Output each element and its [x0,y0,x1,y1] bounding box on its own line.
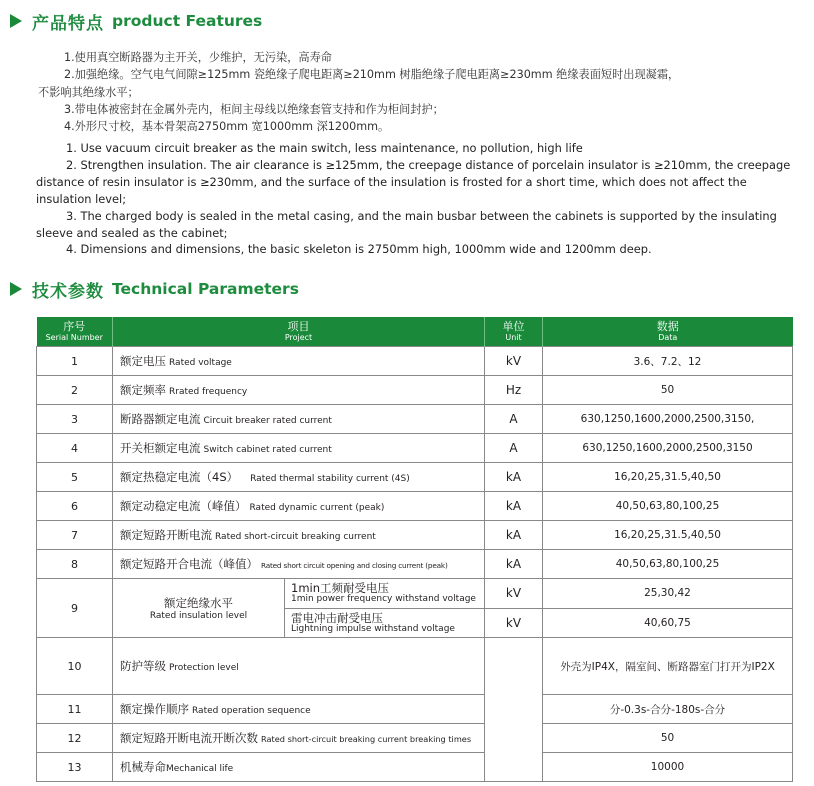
feature-zh-line: 2.加强绝缘。空气电气间隙≥125mm 瓷绝缘子爬电距离≥210mm 树脂绝缘子爬电距离≥230mm 绝缘表面短时出现凝霜， [64,68,680,82]
feature-zh-line: 3.带电体被密封在金属外壳内，柜间主母线以绝缘套管支持和作为柜间封护； [64,102,444,116]
row-project: 额定热稳定电流（4S） Rated thermal stability current (4S) [113,463,485,492]
table-row [37,638,793,695]
row-unit: kA [485,492,543,521]
table-row [37,405,793,434]
table-row [37,492,793,521]
row-unit: kA [485,463,543,492]
row-data: 40,50,63,80,100,25 [543,492,793,521]
table-row [37,695,793,724]
feature-en-item: 1. Use vacuum circuit breaker as the main switch, less maintenance, no pollution, high life [66,141,583,155]
row-data: 40,50,63,80,100,25 [543,550,793,579]
table-row [37,434,793,463]
row-project: 断路器额定电流 Circuit breaker rated current [113,405,485,434]
row-unit: A [485,405,543,434]
row-unit-empty [485,638,543,782]
row-unit: kA [485,550,543,579]
params-heading [10,276,299,302]
row-project: 防护等级 Protection level [113,638,485,695]
row-number: 5 [37,463,113,492]
row-project: 额定电压 Rated voltage [113,347,485,376]
row-unit: Hz [485,376,543,405]
row-number: 7 [37,521,113,550]
table-row [37,347,793,376]
row-project: 机械寿命Mechanical life [113,753,485,782]
row-project: 额定短路开断电流开断次数 Rated short-circuit breaking current breaking times [113,724,485,753]
header-serial: 序号 Serial Number [37,317,113,347]
row-number: 13 [37,753,113,782]
row-number: 12 [37,724,113,753]
features-en-list [36,140,796,258]
insulation-sub-zh: 1min工频耐受电压 [291,581,390,595]
row-data: 10000 [543,753,793,782]
table-header-row [37,317,793,347]
row-data: 50 [543,376,793,405]
table-row [37,550,793,579]
insulation-label-en: Rated insulation level [149,611,248,621]
row-project: 额定动稳定电流（峰值） Rated dynamic current (peak) [113,492,485,521]
header-data: 数据 Data [543,317,793,347]
table-row [37,724,793,753]
row-number: 10 [37,638,113,695]
row-unit: kV [485,608,543,638]
row-number: 2 [37,376,113,405]
row-number: 8 [37,550,113,579]
feature-zh-line: 不影响其绝缘水平； [38,85,139,99]
triangle-bullet-icon [10,282,22,296]
row-data: 25,30,42 [543,579,793,609]
features-title-en: product Features [112,12,263,30]
table-row [37,463,793,492]
row-project: 额定短路开合电流（峰值） Rated short circuit opening and closing current (peak) [113,550,485,579]
row-unit: kA [485,521,543,550]
row-number: 1 [37,347,113,376]
features-heading [10,8,262,34]
insulation-label-zh: 额定绝缘水平 [164,596,233,610]
insulation-sub-zh: 雷电冲击耐受电压 [291,610,383,625]
insulation-sub-en: Lightning impulse withstand voltage [291,623,455,634]
row-unit: kV [485,347,543,376]
row-project: 额定操作顺序 Rated operation sequence [113,695,485,724]
feature-zh-line: 1.使用真空断路器为主开关，少维护，无污染，高寿命 [64,51,332,64]
feature-en-item: 3. The charged body is sealed in the metal casing, and the main busbar between the cabinets is supported by the insulating sleeve and sealed as the cabinet; [36,208,777,240]
row-number: 6 [37,492,113,521]
table-row [37,376,793,405]
params-title-en: Technical Parameters [112,280,299,298]
insulation-sub-en: 1min power frequency withstand voltage [291,594,476,604]
row-data: 16,20,25,31.5,40,50 [543,463,793,492]
parameters-table [36,317,793,782]
row-data: 40,60,75 [543,608,793,638]
features-title-zh: 产品特点 [32,13,104,34]
triangle-bullet-icon [10,14,22,28]
row-project-insulation [113,579,485,638]
header-project: 项目 Project [113,317,485,347]
row-unit: A [485,434,543,463]
row-data: 3.6、7.2、12 [543,347,793,376]
feature-en-item: 4. Dimensions and dimensions, the basic skeleton is 2750mm high, 1000mm wide and 1200mm deep. [66,242,652,257]
header-unit: 单位 Unit [485,317,543,347]
row-data: 50 [543,724,793,753]
table-row [37,753,793,782]
row-data: 630,1250,1600,2000,2500,3150, [543,405,793,434]
row-number: 3 [37,405,113,434]
row-project: 额定频率 Rrated frequency [113,376,485,405]
row-number: 4 [37,434,113,463]
row-unit: kV [485,579,543,609]
params-title-zh: 技术参数 [32,281,104,302]
feature-en-item: 2. Strengthen insulation. The air clearance is ≥125mm, the creepage distance of porcelain insulator is ≥210mm, the creepage distance of resin insulator is ≥230mm, and the surface of the insulation is frosted for a short time, which does not affect the insulation level; [36,157,791,206]
row-number: 11 [37,695,113,724]
row-data: 16,20,25,31.5,40,50 [543,521,793,550]
row-number: 9 [37,579,113,638]
row-project: 额定短路开断电流 Rated short-circuit breaking current [113,521,485,550]
row-project: 开关柜额定电流 Switch cabinet rated current [113,434,485,463]
row-data: 630,1250,1600,2000,2500,3150 [543,434,793,463]
table-row [37,579,793,609]
feature-zh-line: 4.外形尺寸校，基本骨架高2750mm 宽1000mm 深1200mm。 [64,120,390,134]
row-data: 分-0.3s-合分-180s-合分 [543,695,793,724]
table-row [37,521,793,550]
features-zh-list [38,49,798,135]
row-data: 外壳为IP4X，隔室间、断路器室门打开为IP2X [543,638,793,695]
